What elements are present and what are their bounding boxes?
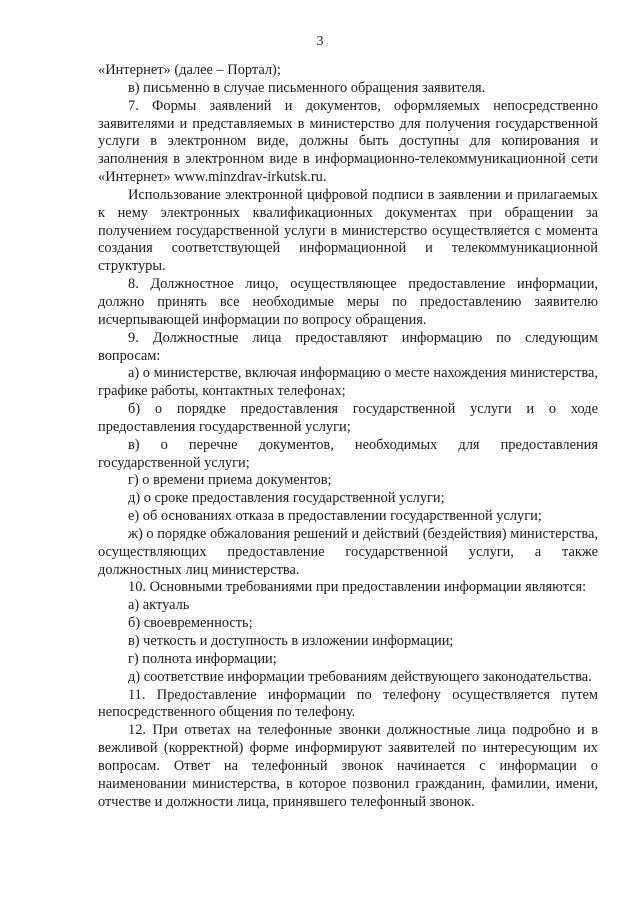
paragraph-9-officials-provide: 9. Должностные лица предоставляют информацию по следующим вопросам: [98, 329, 598, 364]
document-body [98, 62, 598, 811]
list-item-g-reception-time: г) о времени приема документов; [128, 472, 332, 489]
list-item-b-procedure: б) о порядке предоставления государственной услуги и о ходе предоставления государственной услуги; [98, 401, 598, 435]
paragraph-10-requirements: 10. Основными требованиями при предоставлении информации являются: [128, 579, 587, 596]
list-item-v-clarity: в) четкость и доступность в изложении информации; [128, 633, 454, 649]
paragraph-12-phone-answers: 12. При ответах на телефонные звонки должностные лица подробно и в вежливой (корректной) форме информируют заявителей по интересующим их вопросам. Ответ на телефонный звонок начинается с информации о наименовании министерства, в которое позвонил гражданин, фамилии, имени, отчестве и должности лица, принявшего телефонный звонок. [98, 722, 598, 810]
list-item-d-term: д) о сроке предоставления государственной услуги; [128, 490, 445, 507]
list-item-g-completeness: г) полнота информации; [128, 650, 277, 667]
list-item-a-relevance: а) актуаль [128, 597, 190, 614]
list-item-a-ministry: а) о министерстве, включая информацию о месте нахождения министерства, графике работы, контактных телефонах; [98, 365, 598, 400]
paragraph-11-phone: 11. Предоставление информации по телефону осуществляется путем непосредственного общения по телефону. [98, 686, 598, 721]
list-item-v-documents: в) о перечне документов, необходимых для предоставления государственной услуги; [98, 436, 598, 471]
paragraph-item-v-written: в) письменно в случае письменного обращения заявителя. [128, 79, 486, 96]
list-item-b-timeliness: б) своевременность; [128, 615, 253, 632]
list-item-e-refusal: е) об основаниях отказа в предоставлении государственной услуги; [128, 508, 542, 525]
page-number: 3 [316, 34, 324, 49]
paragraph-7-forms: 7. Формы заявлений и документов, оформляемых непосредственно заявителями и представляемых в министерство для получения государственной услуги в электронном виде, должны быть доступны для копирования и заполнения в электронном виде в информационно-телекоммуникационной сети «Интернет» www.minzdrav-irkutsk.ru. [98, 97, 598, 186]
list-item-zh-appeal: ж) о порядке обжалования решений и действий (бездействия) министерства, осуществляющих предоставление государственной услуги, а также должностных лиц министерства. [98, 525, 598, 578]
list-item-d-compliance: д) соответствие информации требованиям действующего законодательства. [128, 668, 592, 685]
paragraph-digital-signature: Использование электронной цифровой подписи в заявлении и прилагаемых к нему электронных квалификационных документах при обращении за получением государственной услуги в министерство осуществляется с момента создания соответствующей информационной и телекоммуникационной структуры. [98, 186, 598, 275]
paragraph-8-official: 8. Должностное лицо, осуществляющее предоставление информации, должно принять все необходимые меры по предоставлению заявителю исчерпывающей информации по вопросу обращения. [98, 276, 598, 328]
paragraph-portal-continuation: «Интернет» (далее – Портал); [98, 62, 281, 78]
